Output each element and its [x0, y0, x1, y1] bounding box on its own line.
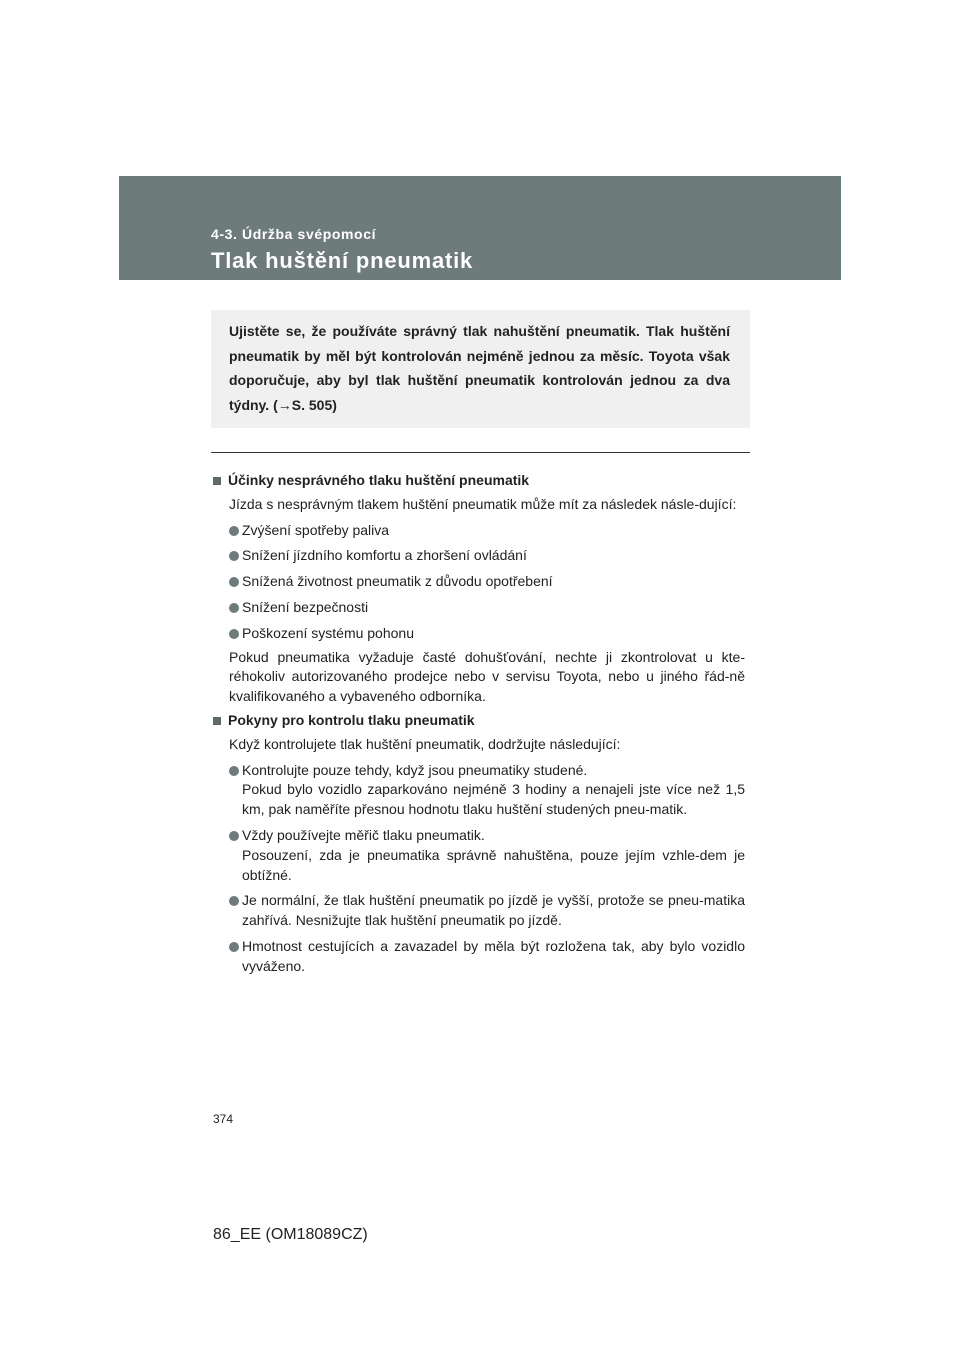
page-reference-link[interactable]: S. 505): [291, 396, 337, 413]
bullet-dot-icon: [229, 577, 239, 587]
list-item-lead: Je normální, že tlak huštění pneumatik po jízdě je vyšší, protože se pneu-matika zahřívá. Nesnižujte tlak huštění pneumatik po jízdě.: [242, 892, 745, 929]
section-heading: [213, 711, 745, 731]
section-label: 4-3. Údržba svépomocí: [211, 226, 377, 242]
section-heading: [213, 471, 745, 491]
document-code: 86_EE (OM18089CZ): [213, 1226, 368, 1243]
list-item-lead: Hmotnost cestujících a zavazadel by měla být rozložena tak, aby bylo vozidlo vyváženo.: [242, 937, 745, 974]
bullet-dot-icon: [229, 526, 239, 536]
section-heading-text: Účinky nesprávného tlaku huštění pneumatik: [228, 472, 530, 488]
list-item-text: Zvýšení spotřeby paliva: [242, 521, 390, 538]
list-item: [213, 937, 745, 977]
list-item-detail: Pokud bylo vozidlo zaparkováno nejméně 3 hodiny a nenajeli jste více než 1,5 km, pak naměříte přesnou hodnotu tlaku huštění studených pneu-matik.: [242, 781, 745, 818]
square-bullet-icon: [213, 477, 221, 485]
list-item-text: Snížená životnost pneumatik z důvodu opotřebení: [242, 573, 553, 590]
list-item: [213, 624, 745, 644]
bullet-dot-icon: [229, 603, 239, 613]
right-arrow-icon: →: [277, 396, 292, 413]
intro-box: [211, 310, 750, 428]
list-item-lead: Kontrolujte pouze tehdy, když jsou pneumatiky studené.: [242, 761, 588, 778]
list-item: [213, 761, 745, 820]
list-item-lead: Vždy používejte měřič tlaku pneumatik.: [242, 826, 485, 843]
page-number: 374: [213, 1112, 234, 1126]
page-title: Tlak huštění pneumatik: [211, 248, 474, 273]
list-item-text: Snížení jízdního komfortu a zhoršení ovládání: [242, 547, 527, 564]
bullet-dot-icon: [229, 942, 239, 952]
list-item: [213, 546, 745, 566]
bullet-dot-icon: [229, 629, 239, 639]
list-item-text: Snížení bezpečnosti: [242, 598, 369, 615]
section-outro: Pokud pneumatika vyžaduje časté dohušťování, nechte ji zkontrolovat u kte-réhokoliv autorizovaného prodejce nebo v servisu Toyota, nebo u jiného řád-ně kvalifikovaného a vybaveného odborníka.: [229, 648, 745, 705]
bullet-dot-icon: [229, 766, 239, 776]
section-heading-text: Pokyny pro kontrolu tlaku pneumatik: [228, 711, 475, 728]
bullet-dot-icon: [229, 551, 239, 561]
list-item: [213, 598, 745, 618]
list-item-text: Poškození systému pohonu: [242, 624, 414, 641]
list-item-detail: Posouzení, zda je pneumatika správně nahuštěna, pouze jejím vzhle-dem je obtížné.: [242, 846, 745, 883]
section-intro: Jízda s nesprávným tlakem huštění pneumatik může mít za následek násle-dující:: [229, 495, 737, 512]
list-item: [213, 572, 745, 592]
chapter-header: [119, 176, 841, 280]
content: [213, 467, 745, 977]
section-intro: Když kontrolujete tlak huštění pneumatik, dodržujte následující:: [229, 735, 621, 752]
bullet-dot-icon: [229, 831, 239, 841]
square-bullet-icon: [213, 717, 221, 725]
list-item: [213, 521, 745, 541]
list-item: [213, 891, 745, 931]
list-item: [213, 826, 745, 885]
bullet-dot-icon: [229, 896, 239, 906]
intro-text: Ujistěte se, že používáte správný tlak nahuštění pneumatik. Tlak huštění pneumatik by měl být kontrolován nejméně jednou za měsíc. Toyota však doporučuje, aby byl tlak huštění pneumatik kontrolován jednou za dva týdny. (: [229, 323, 730, 413]
divider: [211, 452, 750, 453]
